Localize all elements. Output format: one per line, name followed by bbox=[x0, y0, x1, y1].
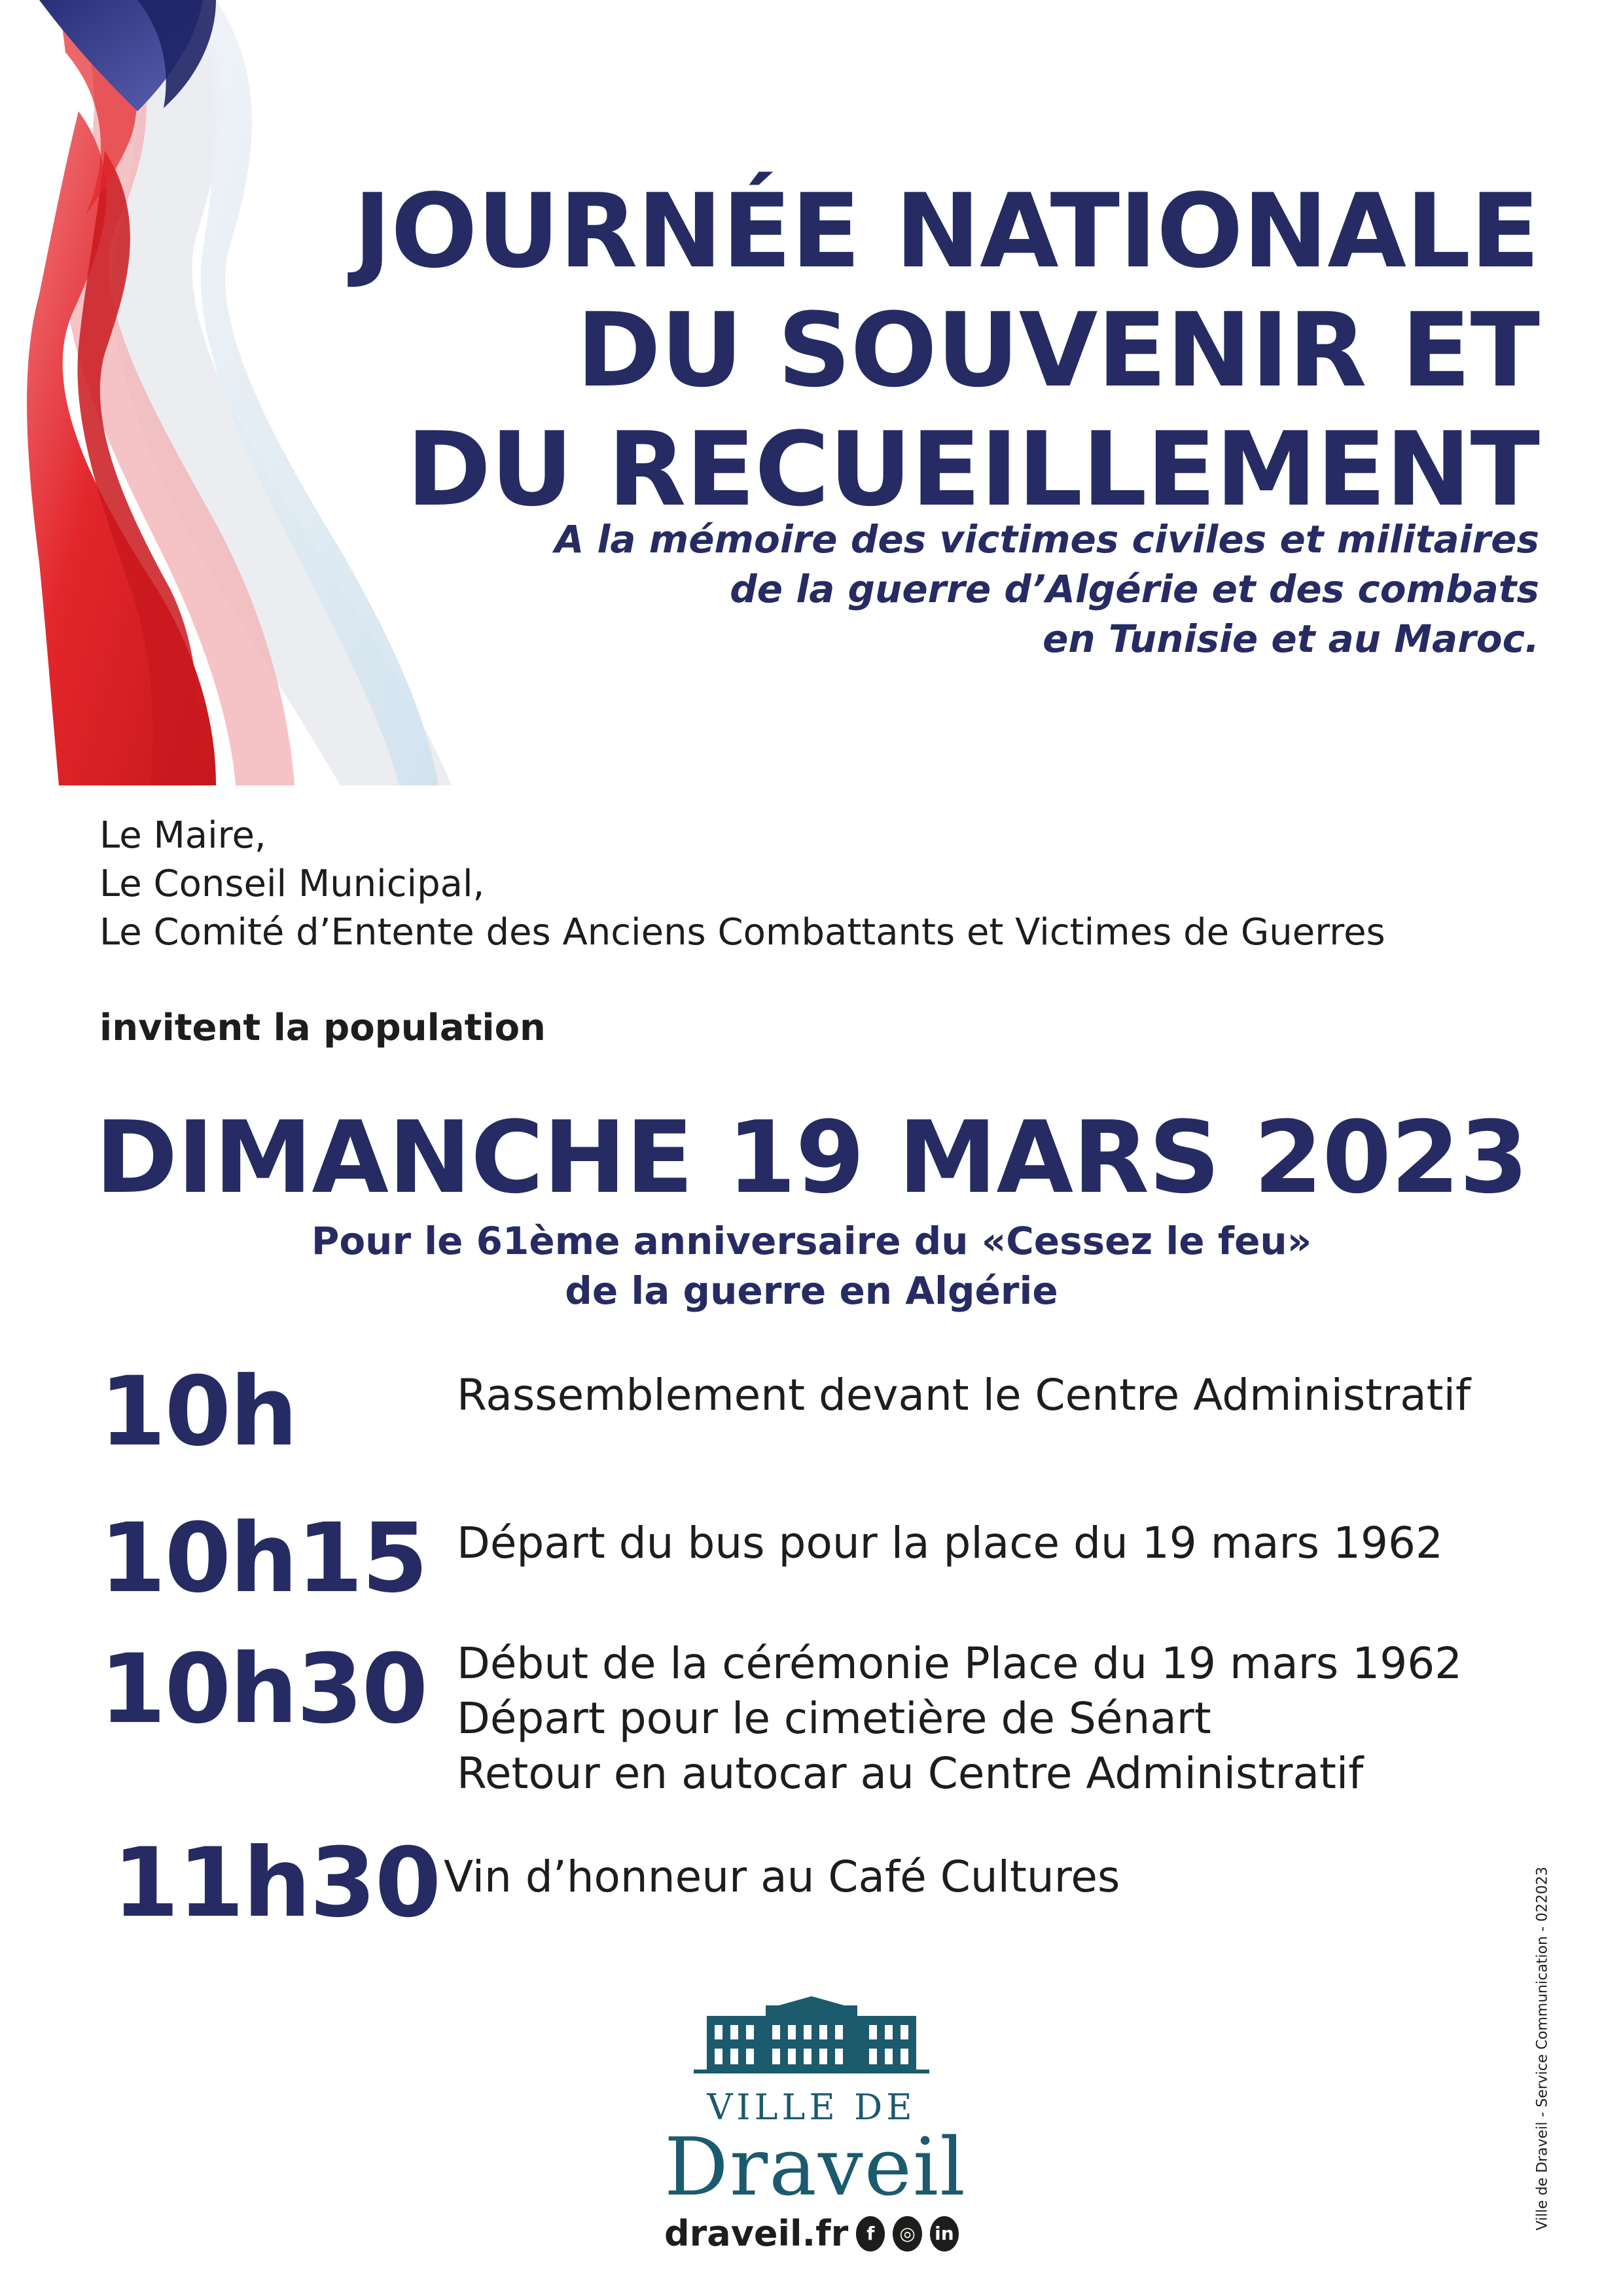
schedule-line: Rassemblement devant le Centre Administratif bbox=[457, 1370, 1471, 1420]
event-subtitle bbox=[554, 514, 1539, 664]
schedule-time: 10h15 bbox=[99, 1503, 427, 1614]
subtitle-line: de la guerre d’Algérie et des combats bbox=[730, 567, 1539, 611]
host-line: Le Maire, bbox=[99, 814, 266, 857]
logo-town-name: Draveil bbox=[664, 2121, 967, 2214]
schedule-line: Vin d’honneur au Café Cultures bbox=[444, 1852, 1120, 1902]
schedule-description bbox=[457, 1636, 1462, 1801]
anniversary-line: Pour le 61ème anniversaire du «Cessez le feu» bbox=[311, 1219, 1312, 1263]
credit-vertical bbox=[1535, 1820, 1550, 2278]
title-line: JOURNÉE NATIONALE bbox=[353, 171, 1539, 291]
title-line: DU RECUEILLEMENT bbox=[406, 410, 1539, 529]
schedule-time: 11h30 bbox=[113, 1827, 440, 1939]
schedule-time: 10h bbox=[99, 1356, 297, 1467]
schedule-line: Début de la cérémonie Place du 19 mars 1962 bbox=[457, 1638, 1463, 1689]
host-line: Le Comité d’Entente des Anciens Combattants et Victimes de Guerres bbox=[99, 911, 1385, 954]
title-line: DU SOUVENIR ET bbox=[576, 291, 1539, 410]
facebook-icon[interactable]: f bbox=[856, 2216, 885, 2251]
schedule-description bbox=[444, 1850, 1120, 1905]
logo-small-text: VILLE DE bbox=[707, 2087, 916, 2128]
anniversary-text bbox=[0, 1216, 1623, 1316]
host-line: Le Conseil Municipal, bbox=[99, 863, 485, 905]
hosts-list bbox=[99, 812, 1385, 957]
website-row bbox=[664, 2213, 959, 2254]
linkedin-icon[interactable]: in bbox=[930, 2216, 959, 2251]
schedule-description bbox=[457, 1516, 1443, 1571]
draveil-logo bbox=[664, 1996, 967, 2254]
schedule-time: 10h30 bbox=[99, 1634, 427, 1745]
credit-text: Ville de Draveil - Service Communication - 022023 bbox=[1534, 1867, 1551, 2231]
subtitle-line: A la mémoire des victimes civiles et militaires bbox=[554, 517, 1539, 562]
schedule-description bbox=[457, 1368, 1471, 1423]
town-hall-icon bbox=[694, 1996, 929, 2075]
schedule-line: Départ pour le cimetière de Sénart bbox=[457, 1693, 1211, 1744]
schedule-line: Départ du bus pour la place du 19 mars 1962 bbox=[457, 1518, 1443, 1568]
anniversary-line: de la guerre en Algérie bbox=[565, 1268, 1058, 1313]
website-link[interactable]: draveil.fr bbox=[664, 2213, 849, 2254]
schedule-line: Retour en autocar au Centre Administratif bbox=[457, 1748, 1364, 1799]
invite-text: invitent la population bbox=[99, 1007, 546, 1049]
instagram-icon[interactable]: ◎ bbox=[893, 2216, 921, 2251]
event-title bbox=[353, 171, 1539, 529]
subtitle-line: en Tunisie et au Maroc. bbox=[1043, 617, 1539, 661]
event-date: DIMANCHE 19 MARS 2023 bbox=[95, 1100, 1528, 1215]
